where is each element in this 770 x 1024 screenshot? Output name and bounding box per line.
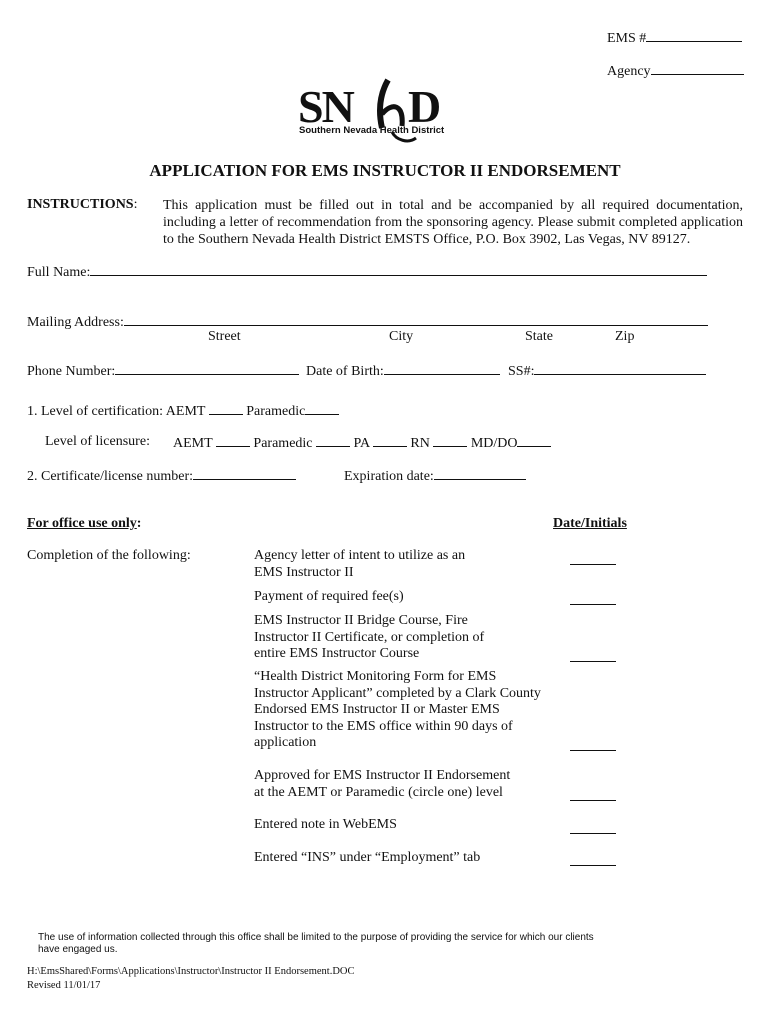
task-ins-employment: Entered “INS” under “Employment” tab: [254, 850, 481, 865]
mailing-address-blank[interactable]: [124, 313, 708, 326]
agency-blank[interactable]: [651, 62, 744, 75]
phone-label: Phone Number:: [27, 364, 116, 379]
full-name-label: Full Name:: [27, 265, 91, 280]
expiration-blank[interactable]: [434, 467, 526, 480]
task-agency-letter-blank[interactable]: [570, 564, 616, 565]
task-webems-blank[interactable]: [570, 833, 616, 834]
ss-field[interactable]: [508, 362, 706, 380]
privacy-notice: The use of information collected through this office shall be limited to the purpose of providing the service for which our clients have engaged us.: [38, 932, 594, 955]
lic-option-pa: PA: [353, 436, 370, 451]
task-monitoring-form-blank[interactable]: [570, 750, 616, 751]
cert-option-paramedic: Paramedic: [246, 404, 306, 419]
expiration-field[interactable]: [344, 467, 526, 485]
ems-number-field[interactable]: [607, 29, 742, 47]
full-name-blank[interactable]: [90, 263, 707, 276]
svg-text:SN: SN: [298, 81, 353, 132]
task-bridge-course: EMS Instructor II Bridge Course, Fire Instructor II Certificate, or completion of entire EMS Instructor Course: [254, 613, 485, 661]
task-bridge-course-blank[interactable]: [570, 661, 616, 662]
full-name-field[interactable]: [27, 263, 707, 281]
task-webems: Entered note in WebEMS: [254, 817, 397, 832]
instructions-label: INSTRUCTIONS:: [27, 197, 138, 212]
lic-option-mddo: MD/DO: [470, 436, 518, 451]
licensure-label: Level of licensure:: [45, 434, 150, 449]
document-path: H:\EmsShared\Forms\Applications\Instructor\Instructor II Endorsement.DOC: [27, 966, 355, 977]
task-payment: Payment of required fee(s): [254, 589, 404, 604]
logo-tagline: Southern Nevada Health District: [299, 125, 445, 136]
instructions-text: This application must be filled out in total and be accompanied by all required documentation, including a letter of recommendation from the sponsoring agency. Please submit completed application to the Southern Nevada Health District EMSTS Office, P.O. Box 3902, Las Vegas, NV 89127.: [163, 198, 743, 247]
licensure-row: [173, 434, 551, 452]
ss-blank[interactable]: [534, 362, 706, 375]
ems-number-label: EMS #: [607, 31, 647, 46]
lic-paramedic-blank[interactable]: [316, 434, 350, 447]
cert-option-aemt: AEMT: [165, 404, 206, 419]
task-agency-letter: Agency letter of intent to utilize as an EMS Instructor II: [254, 548, 466, 580]
license-number-field[interactable]: [27, 467, 296, 485]
dob-blank[interactable]: [384, 362, 500, 375]
agency-field[interactable]: [607, 62, 744, 80]
license-number-blank[interactable]: [193, 467, 296, 480]
dob-field[interactable]: [306, 362, 500, 380]
lic-option-paramedic: Paramedic: [253, 436, 313, 451]
city-caption: City: [389, 329, 414, 344]
phone-field[interactable]: [27, 362, 299, 380]
page-title: APPLICATION FOR EMS INSTRUCTOR II ENDORSEMENT: [149, 161, 621, 180]
task-monitoring-form: “Health District Monitoring Form for EMS Instructor Applicant” completed by a Clark County Endorsed EMS Instructor II or Master EMS Instructor to the EMS office within 90 days of application: [254, 669, 541, 750]
cert-aemt-blank[interactable]: [209, 402, 243, 415]
lic-pa-blank[interactable]: [373, 434, 407, 447]
task-approved: Approved for EMS Instructor II Endorsement at the AEMT or Paramedic (circle one) level: [254, 768, 511, 800]
state-caption: State: [525, 329, 553, 344]
completion-label: Completion of the following:: [27, 548, 191, 563]
expiration-label: Expiration date:: [344, 469, 434, 484]
snhd-logo: [296, 74, 476, 146]
office-use-heading: For office use only:: [27, 516, 142, 531]
cert-paramedic-blank[interactable]: [305, 402, 339, 415]
mailing-address-label: Mailing Address:: [27, 315, 124, 330]
ems-number-blank[interactable]: [646, 29, 742, 42]
license-number-label: 2. Certificate/license number:: [27, 469, 193, 484]
lic-rn-blank[interactable]: [433, 434, 467, 447]
lic-option-aemt: AEMT: [173, 436, 213, 451]
lic-aemt-blank[interactable]: [216, 434, 250, 447]
task-payment-blank[interactable]: [570, 604, 616, 605]
agency-label: Agency: [607, 64, 651, 79]
mailing-address-field[interactable]: [27, 313, 708, 331]
certification-row: [27, 402, 339, 420]
dob-label: Date of Birth:: [306, 364, 384, 379]
date-initials-heading: Date/Initials: [553, 516, 627, 531]
certification-label: 1. Level of certification:: [27, 404, 164, 419]
zip-caption: Zip: [615, 329, 635, 344]
svg-text:D: D: [408, 81, 442, 132]
phone-blank[interactable]: [115, 362, 299, 375]
lic-mddo-blank[interactable]: [517, 434, 551, 447]
task-approved-blank[interactable]: [570, 800, 616, 801]
revised-date: Revised 11/01/17: [27, 980, 101, 991]
task-ins-employment-blank[interactable]: [570, 865, 616, 866]
ss-label: SS#:: [508, 364, 535, 379]
street-caption: Street: [208, 329, 241, 344]
lic-option-rn: RN: [410, 436, 430, 451]
